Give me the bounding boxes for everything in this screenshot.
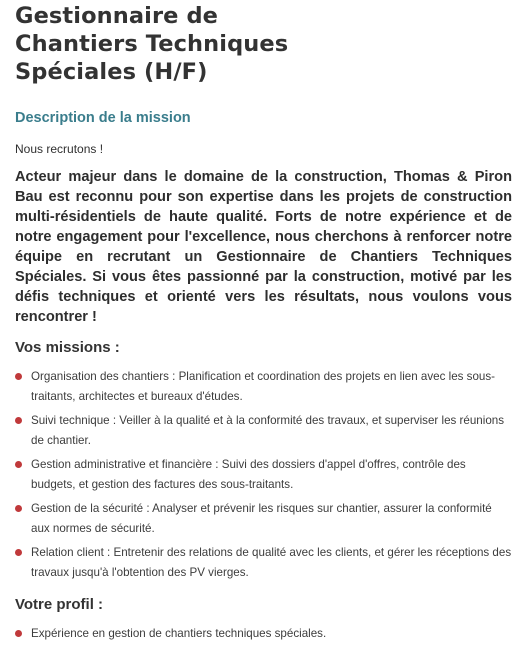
profile-heading: Votre profil : xyxy=(15,596,104,613)
list-item xyxy=(15,543,512,583)
list-item-text: Gestion administrative et financière : Suivi des dossiers d'appel d'offres, contrôle des budgets, et gestion des factures des sous-traitants. xyxy=(31,458,466,491)
bullet-icon xyxy=(15,505,22,512)
page-title-line: Spéciales (H/F) xyxy=(15,59,208,85)
list-item-text: Organisation des chantiers : Planification et coordination des projets en lien avec les sous-traitants, architectes et bureaux d'études. xyxy=(31,370,496,403)
list-item xyxy=(15,455,512,495)
list-item xyxy=(15,411,512,451)
bullet-icon xyxy=(15,549,22,556)
missions-list xyxy=(15,367,512,583)
list-item-text: Gestion de la sécurité : Analyser et prévenir les risques sur chantier, assurer la conformité aux normes de sécurité. xyxy=(31,502,492,535)
list-item xyxy=(15,367,512,407)
bullet-icon xyxy=(15,417,22,424)
list-item-text: Relation client : Entretenir des relations de qualité avec les clients, et gérer les réceptions des travaux jusqu'à l'obtention des PV vierges. xyxy=(31,546,512,579)
bullet-icon xyxy=(15,373,22,380)
job-posting xyxy=(15,0,512,648)
list-item-text: Expérience en gestion de chantiers techniques spéciales. xyxy=(31,627,327,640)
missions-heading: Vos missions : xyxy=(15,339,120,356)
page-title xyxy=(15,0,512,86)
page-title-line: Gestionnaire de xyxy=(15,3,219,29)
bullet-icon xyxy=(15,461,22,468)
profile-list xyxy=(15,624,512,644)
bullet-icon xyxy=(15,630,22,637)
intro-text: Nous recrutons ! xyxy=(15,142,104,156)
page-title-line: Chantiers Techniques xyxy=(15,31,289,57)
list-item xyxy=(15,499,512,539)
mission-description-heading: Description de la mission xyxy=(15,110,191,126)
list-item xyxy=(15,624,512,644)
list-item-text: Suivi technique : Veiller à la qualité et à la conformité des travaux, et superviser les réunions de chantier. xyxy=(31,414,505,447)
lead-paragraph: Acteur majeur dans le domaine de la construction, Thomas & Piron Bau est reconnu pour son expertise dans les projets de construction multi-résidentiels de haute qualité. Forts de notre expérience et de notre engagement pour l'excellence, nous cherchons à renforcer notre équipe en recrutant un Gestionnaire de Chantiers Techniques Spéciales. Si vous êtes passionné par la construction, motivé par les défis techniques et orienté vers les résultats, nous voulons vous rencontrer ! xyxy=(15,169,512,325)
